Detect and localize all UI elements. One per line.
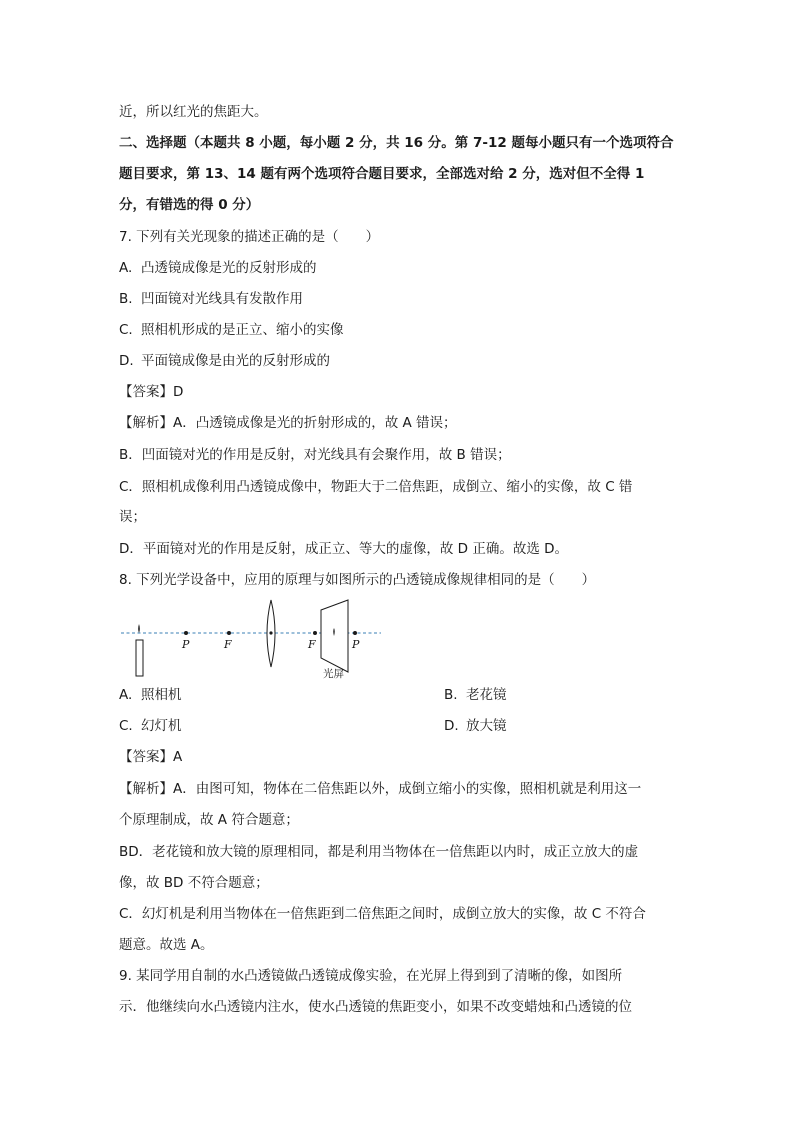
option-letter: B. [444, 687, 458, 703]
question-9-stem: 9. 某同学用自制的水凸透镜做凸透镜成像实验，在光屏上得到到了清晰的像，如图所 [119, 968, 623, 984]
q8-option-c [119, 716, 182, 736]
q8-option-b [444, 685, 507, 705]
section-title: 二、选择题（本题共 8 小题，每小题 2 分，共 16 分。第 7-12 题每小题只有一个选项符合 [119, 135, 674, 151]
label-p-left: P [182, 638, 190, 651]
candle-icon [136, 624, 143, 676]
point-f-right [313, 631, 317, 635]
q8-analysis-line: BD．老花镜和放大镜的原理相同，都是利用当物体在一倍焦距以内时，成正立放大的虚 [119, 844, 639, 860]
option-text: 照相机形成的是正立、缩小的实像 [141, 322, 344, 338]
q7-analysis-line: D．平面镜对光的作用是反射，成正立、等大的虚像，故 D 正确。故选 D。 [119, 541, 569, 557]
q7-analysis-line: 【解析】A．凸透镜成像是光的折射形成的，故 A 错误； [119, 415, 457, 431]
text-line: 近，所以红光的焦距大。 [119, 104, 268, 120]
point-p-left [184, 631, 188, 635]
option-letter: A. [119, 260, 133, 276]
q7-analysis-line: C．照相机成像利用凸透镜成像中，物距大于二倍焦距，成倒立、缩小的实像，故 C 错 [119, 479, 633, 495]
q8-option-a [119, 685, 182, 705]
option-text: 平面镜成像是由光的反射形成的 [141, 353, 330, 369]
question-8-stem: 8. 下列光学设备中，应用的原理与如图所示的凸透镜成像规律相同的是（ ） [119, 572, 596, 588]
q8-option-d [444, 716, 507, 736]
q7-analysis-line: 误； [119, 509, 146, 525]
option-letter: C. [119, 322, 133, 338]
q8-analysis-line: 像，故 BD 不符合题意； [119, 875, 269, 891]
label-p-right: P [352, 638, 360, 651]
q8-options-row-1 [119, 685, 679, 705]
q8-options-row-2 [119, 716, 679, 736]
lens-imaging-diagram [119, 596, 389, 680]
q8-analysis-line: C．幻灯机是利用当物体在一倍焦距到二倍焦距之间时，成倒立放大的实像，故 C 不符合 [119, 906, 646, 922]
option-letter: A. [119, 687, 133, 703]
option-text: 放大镜 [466, 718, 507, 734]
q7-option-a [119, 258, 679, 278]
option-letter: D. [444, 718, 459, 734]
question-7-stem: 7. 下列有关光现象的描述正确的是（ ） [119, 229, 380, 245]
q7-option-b [119, 289, 679, 309]
section-title: 分，有错选的得 0 分） [119, 197, 260, 213]
q8-analysis-line: 个原理制成，故 A 符合题意； [119, 812, 299, 828]
point-f-left [227, 631, 231, 635]
option-text: 凹面镜对光线具有发散作用 [141, 291, 303, 307]
option-text: 幻灯机 [141, 718, 182, 734]
section-title: 题目要求，第 13、14 题有两个选项符合题目要求，全部选对给 2 分，选对但不全得 1 [119, 166, 645, 182]
q7-option-d [119, 351, 679, 371]
q8-analysis-line: 题意。故选 A。 [119, 937, 214, 953]
option-text: 老花镜 [466, 687, 507, 703]
label-f-left: F [224, 638, 232, 651]
label-f-right: F [308, 638, 316, 651]
q7-option-c [119, 320, 679, 340]
q8-answer: 【答案】A [119, 749, 183, 765]
screen-caption: 光屏 [323, 668, 344, 680]
option-letter: D. [119, 353, 134, 369]
light-screen [321, 600, 348, 672]
question-9-stem: 示．他继续向水凸透镜内注水，使水凸透镜的焦距变小，如果不改变蜡烛和凸透镜的位 [119, 999, 632, 1015]
point-p-right [353, 631, 357, 635]
q7-analysis-line: B．凹面镜对光的作用是反射，对光线具有会聚作用，故 B 错误； [119, 447, 511, 463]
option-letter: B. [119, 291, 133, 307]
option-letter: C. [119, 718, 133, 734]
q8-analysis-line: 【解析】A．由图可知，物体在二倍焦距以外，成倒立缩小的实像，照相机就是利用这一 [119, 781, 642, 797]
option-text: 凸透镜成像是光的反射形成的 [141, 260, 317, 276]
q7-answer: 【答案】D [119, 384, 184, 400]
option-text: 照相机 [141, 687, 182, 703]
